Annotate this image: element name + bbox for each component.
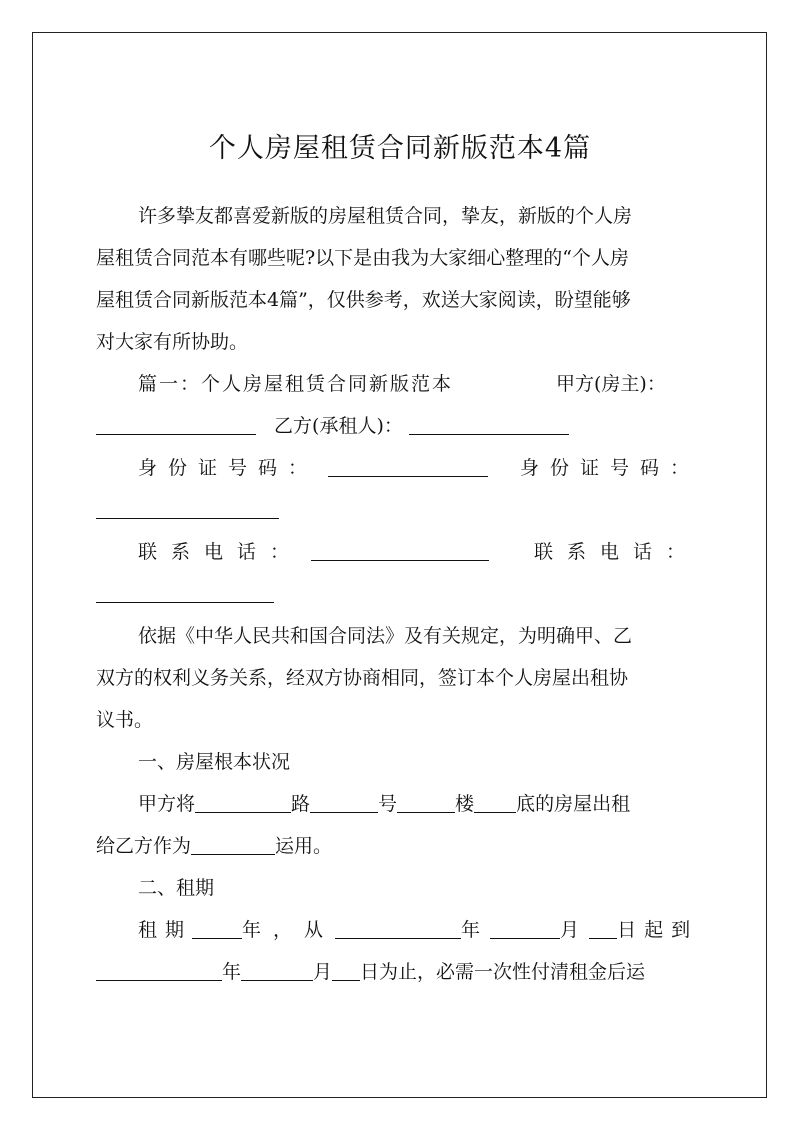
phone-row-2 [96, 581, 702, 607]
section-2-text-4: 月 [560, 919, 580, 941]
section-2-text-6: 年 [222, 961, 242, 983]
party-a-id-label: 身份证号码： [138, 457, 319, 479]
end-day-blank [332, 962, 360, 981]
party-b-blank [409, 416, 569, 435]
party-b-phone-label: 联系电话： [534, 541, 700, 563]
usage-blank [191, 836, 275, 855]
section-2-text-5: 日起到 [617, 919, 699, 941]
party-a-phone-label: 联系电话： [138, 541, 304, 563]
id-row-2 [96, 497, 702, 523]
section-1-text-7: 运用。 [275, 835, 333, 857]
section-2-line-1 [96, 917, 702, 943]
start-day-blank [589, 920, 617, 939]
section-2-text-7: 月 [313, 961, 333, 983]
phone-row [96, 539, 702, 565]
section-1-text-2: 路 [291, 793, 311, 815]
party-a-label: 甲方(房主)： [556, 373, 666, 395]
start-year-blank [335, 920, 461, 939]
section-2-text-3: 年 [461, 919, 481, 941]
section-1-text-1: 甲方将 [138, 793, 196, 815]
id-row [96, 455, 702, 481]
section-2-heading: 二、租期 [138, 877, 215, 899]
section-1-text-6: 给乙方作为 [96, 835, 192, 857]
section-1-text-3: 号 [378, 793, 398, 815]
intro-line-3: 屋租赁合同新版范本4篇”，仅供参考，欢送大家阅读，盼望能够 [96, 289, 631, 311]
start-month-blank [490, 920, 560, 939]
building-blank [397, 794, 455, 813]
section-1-text-4: 楼 [455, 793, 475, 815]
basis-line-1: 依据《中华人民共和国合同法》及有关规定，为明确甲、乙 [138, 625, 633, 647]
section-1-heading: 一、房屋根本状况 [138, 751, 291, 773]
party-b-label: 乙方(承租人)： [274, 415, 403, 437]
section-1-text-5: 底的房屋出租 [516, 793, 631, 815]
end-month-blank [241, 962, 313, 981]
party-b-id-label: 身份证号码： [520, 457, 701, 479]
section-2-text-8: 日为止，必需一次性付清租金后运 [360, 961, 646, 983]
section-2-text-2: 年，从 [242, 919, 336, 941]
party-row [96, 413, 702, 439]
section-1-line-2 [96, 833, 702, 859]
party-b-id-blank [96, 500, 279, 519]
party-a-blank [96, 416, 256, 435]
party-b-phone-blank [96, 584, 274, 603]
section-2-text-1: 租期 [138, 919, 193, 941]
article-heading: 篇一：个人房屋租赁合同新版范本 [138, 373, 454, 395]
intro-line-2: 屋租赁合同范本有哪些呢?以下是由我为大家细心整理的“个人房 [96, 247, 629, 269]
document-title: 个人房屋租赁合同新版范本4篇 [208, 133, 592, 164]
section-1-line-1 [96, 791, 702, 817]
intro-line-1: 许多挚友都喜爱新版的房屋租赁合同，挚友，新版的个人房 [138, 205, 633, 227]
intro-line-4: 对大家有所协助。 [96, 331, 249, 353]
road-blank [195, 794, 291, 813]
basis-line-3: 议书。 [96, 709, 154, 731]
years-blank [192, 920, 242, 939]
party-a-id-blank [328, 458, 488, 477]
party-a-phone-blank [311, 542, 489, 561]
article-heading-row [96, 371, 702, 397]
number-blank [310, 794, 378, 813]
end-year-blank [96, 962, 222, 981]
floor-blank [474, 794, 516, 813]
basis-line-2: 双方的权利义务关系，经双方协商相同，签订本个人房屋出租协 [96, 667, 629, 689]
section-2-line-2 [96, 959, 702, 985]
